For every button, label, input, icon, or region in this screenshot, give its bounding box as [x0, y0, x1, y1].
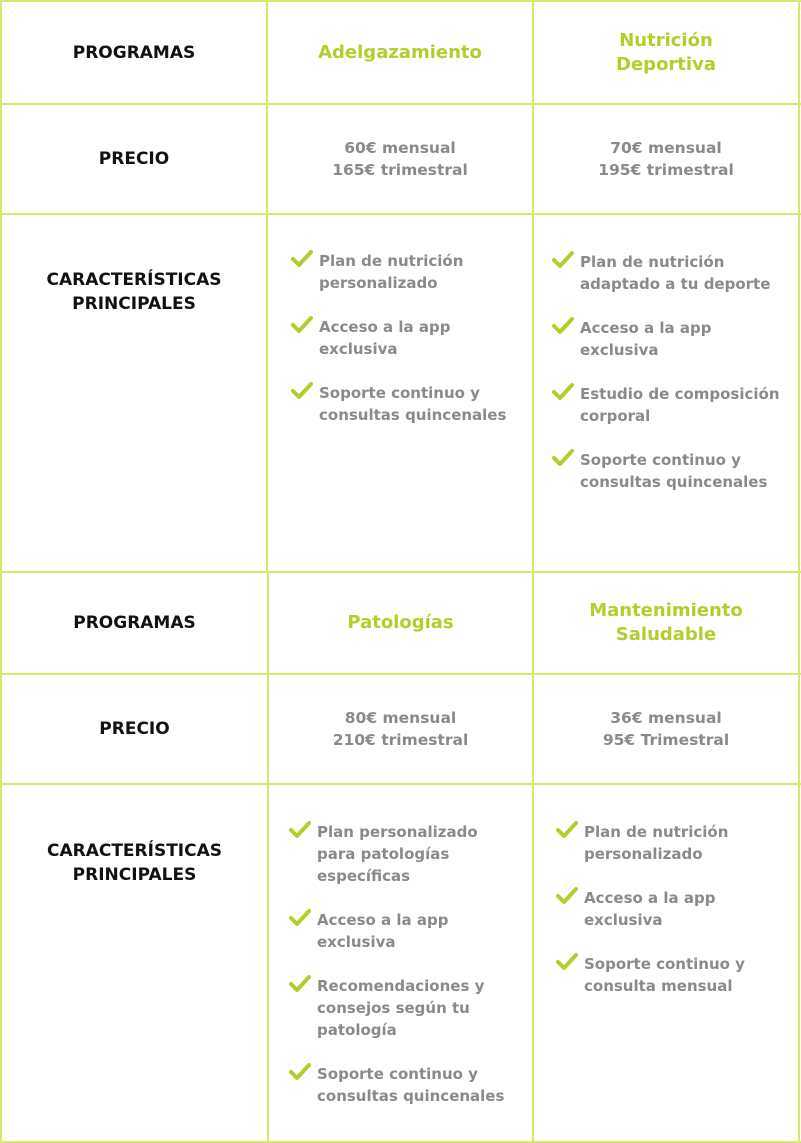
check-icon: [552, 447, 574, 469]
check-icon: [556, 885, 578, 907]
price-cell: [268, 105, 532, 213]
list-item: [291, 382, 521, 426]
feature-text: Plan personalizado para patologías específicas: [317, 823, 478, 885]
check-icon: [552, 315, 574, 337]
list-item: [289, 821, 524, 887]
table-border: [798, 0, 800, 571]
check-icon: [291, 380, 313, 402]
feature-list: [552, 251, 792, 515]
check-icon: [556, 951, 578, 973]
check-icon: [289, 1061, 311, 1083]
list-item: [556, 953, 791, 997]
list-item: [552, 251, 792, 295]
program-name: [534, 573, 798, 673]
program-name-text: Nutrición Deportiva: [616, 29, 716, 75]
feature-text: Plan de nutrición personalizado: [584, 823, 729, 863]
check-icon: [556, 819, 578, 841]
table-border: [0, 213, 801, 215]
check-icon: [289, 907, 311, 929]
feature-list: [556, 821, 791, 1019]
feature-text: Soporte continuo y consulta mensual: [584, 955, 745, 995]
list-item: [556, 887, 791, 931]
features-label: [2, 268, 266, 318]
programs-label: PROGRAMAS: [72, 42, 196, 63]
list-item: [289, 909, 524, 953]
list-item: [289, 1063, 524, 1107]
program-name: Patologías: [347, 612, 454, 633]
feature-text: Estudio de composición corporal: [580, 385, 780, 425]
price-cell: [534, 675, 798, 783]
table-border: [798, 571, 800, 1143]
table-border: [0, 783, 801, 785]
feature-text: Acceso a la app exclusiva: [317, 911, 449, 951]
list-item: [552, 317, 792, 361]
list-item: [556, 821, 791, 865]
feature-text: Plan de nutrición personalizado: [319, 252, 464, 292]
list-item: [291, 316, 521, 360]
feature-list: [291, 250, 521, 448]
features-label-text: CARACTERÍSTICAS PRINCIPALES: [46, 841, 223, 885]
price-monthly: 60€ mensual: [344, 139, 456, 157]
price-label: PRECIO: [98, 149, 170, 169]
feature-list: [289, 821, 524, 1129]
price-monthly: 80€ mensual: [344, 709, 457, 727]
list-item: [291, 250, 521, 294]
check-icon: [291, 248, 313, 270]
feature-text: Soporte continuo y consultas quincenales: [317, 1065, 505, 1105]
program-name: Adelgazamiento: [318, 41, 482, 63]
price-cell: [269, 675, 532, 783]
check-icon: [552, 381, 574, 403]
pricing-table-2: [0, 571, 801, 1143]
price-quarterly: 165€ trimestral: [332, 161, 468, 179]
list-item: [552, 449, 792, 493]
price-quarterly: 195€ trimestral: [598, 161, 734, 179]
feature-text: Soporte continuo y consultas quincenales: [580, 451, 768, 491]
check-icon: [552, 249, 574, 271]
features-label: [2, 839, 267, 889]
price-label: PRECIO: [99, 719, 170, 739]
program-name-text: Mantenimiento Saludable: [589, 600, 743, 645]
feature-text: Acceso a la app exclusiva: [580, 319, 712, 359]
pricing-table-1: [0, 0, 801, 571]
check-icon: [289, 973, 311, 995]
price-quarterly: 210€ trimestral: [332, 731, 469, 749]
price-monthly: 36€ mensual: [610, 709, 722, 727]
check-icon: [289, 819, 311, 841]
program-name: [534, 2, 798, 103]
feature-text: Acceso a la app exclusiva: [584, 889, 716, 929]
list-item: [552, 383, 792, 427]
feature-text: Recomendaciones y consejos según tu patología: [317, 977, 485, 1039]
price-cell: [534, 105, 798, 213]
feature-text: Soporte continuo y consultas quincenales: [319, 384, 507, 424]
feature-text: Plan de nutrición adaptado a tu deporte: [580, 253, 771, 293]
feature-text: Acceso a la app exclusiva: [319, 318, 451, 358]
price-monthly: 70€ mensual: [610, 139, 722, 157]
features-label-text: CARACTERÍSTICAS PRINCIPALES: [46, 270, 222, 314]
programs-label: PROGRAMAS: [73, 613, 196, 633]
list-item: [289, 975, 524, 1041]
check-icon: [291, 314, 313, 336]
price-quarterly: 95€ Trimestral: [602, 731, 730, 749]
